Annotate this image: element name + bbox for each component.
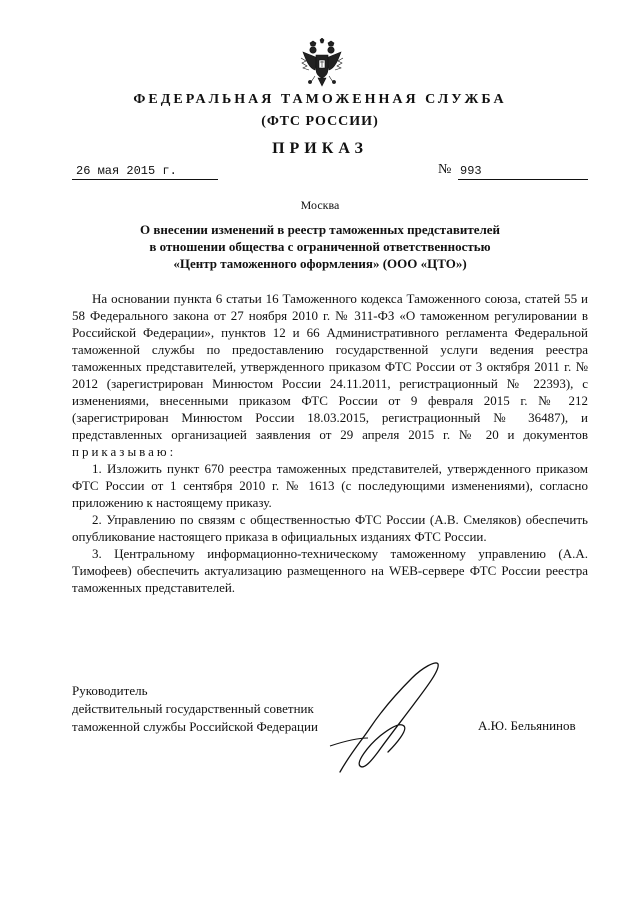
- organization-name: ФЕДЕРАЛЬНАЯ ТАМОЖЕННАЯ СЛУЖБА: [133, 92, 507, 107]
- order-word: приказываю:: [72, 444, 177, 459]
- handwritten-signature: [322, 654, 452, 784]
- subject-line: в отношении общества с ограниченной ответственностью: [149, 239, 491, 254]
- signatory-name: А.Ю. Бельянинов: [478, 718, 576, 733]
- order-item-1: 1. Изложить пункт 670 реестра таможенных представителей, утвержденного приказом ФТС России от 1 сентября 2010 г. № 1613 (с последующими изменениями), согласно приложению к настоящему приказу.: [72, 461, 588, 510]
- organization-short-name: (ФТС РОССИИ): [261, 114, 379, 129]
- signatory-title: Руководитель: [72, 683, 148, 698]
- signatory-rank: действительный государственный советник: [72, 701, 314, 716]
- number-value: 993: [458, 164, 588, 180]
- order-item-2: 2. Управлению по связям с общественностью ФТС России (А.В. Смеляков) обеспечить опубликование настоящего приказа в официальных изданиях ФТС России.: [72, 512, 588, 544]
- order-item-3: 3. Центральному информационно-техническому таможенному управлению (А.А. Тимофеев) обеспечить актуализацию размещенного на WEB-сервере ФТС России реестра таможенных представителей.: [72, 546, 588, 595]
- preamble-text: На основании пункта 6 статьи 16 Таможенного кодекса Таможенного союза, статей 55 и 58 Федерального закона от 27 ноября 2010 г. № 311-ФЗ «О таможенном регулировании в Российской Федерации», пунктов 12 и 66 Административного регламента Федеральной таможенной службы по предоставлению государственной услуги ведения реестра таможенных представителей, утвержденного приказом ФТС России от 3 октября 2011 г. № 2012 (зарегистрирован Минюстом России 24.11.2011, регистрационный № 22393), с изменениями, внесенными приказом ФТС России от 9 февраля 2015 г. № 212 (зарегистрирован Минюстом России 18.03.2015, регистрационный № 36487), и представленных организацией заявления от 29 апреля 2015 г. № 20 и документов: [72, 291, 588, 442]
- document-number: [438, 162, 586, 178]
- preamble-paragraph: [72, 290, 588, 460]
- document-body: [72, 290, 588, 596]
- city: Москва: [300, 198, 340, 212]
- document-date: 26 мая 2015 г.: [72, 164, 218, 180]
- number-sign: №: [438, 162, 452, 177]
- document-subject: [100, 221, 540, 272]
- coat-of-arms-icon: [300, 38, 344, 90]
- document-type: ПРИКАЗ: [272, 140, 368, 157]
- subject-line: «Центр таможенного оформления» (ООО «ЦТО»): [173, 256, 467, 271]
- signatory-rank-line2: таможенной службы Российской Федерации: [72, 719, 318, 734]
- subject-line: О внесении изменений в реестр таможенных представителей: [139, 222, 501, 237]
